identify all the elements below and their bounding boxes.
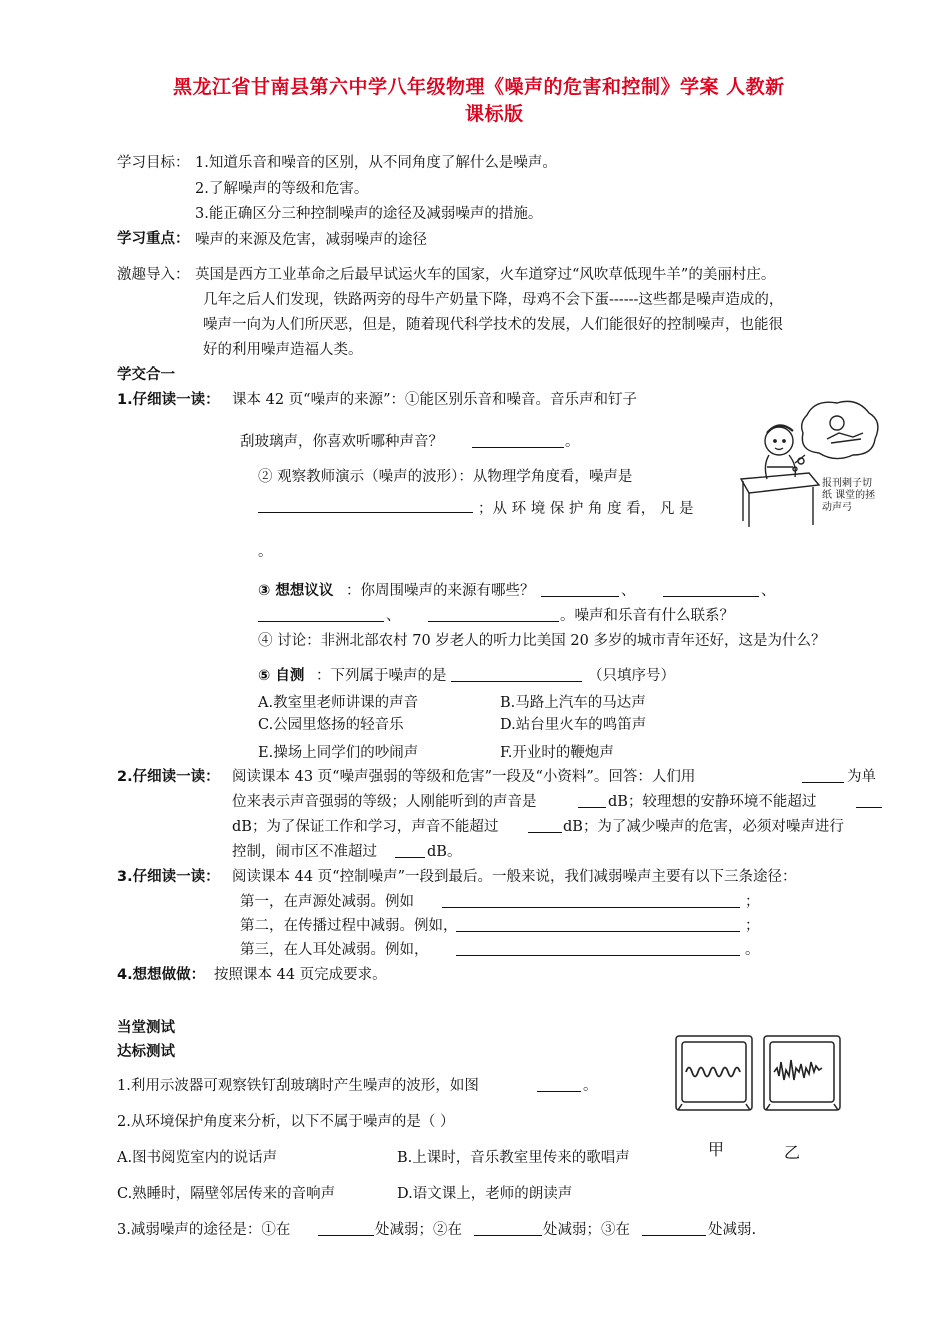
intro-line-3: 噪声一向为人们所厌恶，但是，随着现代科学技术的发展，人们能很好的控制噪声，也能很: [203, 317, 783, 333]
q5-hint: （只填序号）: [588, 668, 675, 684]
part2-blank-1[interactable]: [802, 766, 844, 783]
part2-line2: 位来表示声音强弱的等级；人刚能听到的声音是: [232, 794, 537, 810]
goal-item-2: 2.了解噪声的等级和危害。: [195, 181, 369, 197]
intro-line-2: 几年之后人们发现，铁路两旁的母牛产奶量下降，母鸡不会下蛋------这些都是噪声造成的，: [203, 292, 784, 308]
option-d: D.站台里火车的鸣笛声: [500, 717, 647, 733]
q3-text: ：你周围噪声的来源有哪些？: [346, 583, 535, 599]
key-text: 噪声的来源及危害，减弱噪声的途径: [195, 232, 427, 248]
q5-label: ⑤ 自测: [258, 668, 305, 684]
option-a: A.教室里老师讲课的声音: [258, 695, 419, 711]
q3-blank-1[interactable]: [541, 580, 619, 597]
q3-label: ③ 想想议议: [258, 583, 334, 599]
test-q3-a: 3.减弱噪声的途径是：①在: [117, 1222, 291, 1238]
part2-line1: 阅读课本 43 页“噪声强弱的等级和危害”一段及“小资料”。回答：人们用: [232, 769, 696, 785]
way-1-blank[interactable]: [442, 891, 740, 908]
test-option-d: D.语文课上，老师的朗读声: [397, 1186, 573, 1202]
figure-label-jia: 甲: [708, 1140, 725, 1159]
test-q3-c: 处减弱；③在: [543, 1222, 630, 1238]
way-2-blank[interactable]: [456, 915, 740, 932]
option-b: B.马路上汽车的马达声: [500, 695, 646, 711]
figure-label-yi: 乙: [784, 1143, 801, 1162]
q2-answer-blank[interactable]: [258, 496, 473, 513]
part2-line3-b: dB；为了减少噪声的危害，必须对噪声进行: [563, 819, 844, 835]
goal-item-3: 3.能正确区分三种控制噪声的途径及减弱噪声的措施。: [195, 206, 543, 222]
option-f: F.开业时的鞭炮声: [500, 745, 614, 761]
test-q3-blank-3[interactable]: [642, 1219, 706, 1236]
q3-blank-4[interactable]: [428, 605, 559, 622]
q3-end: 。噪声和乐音有什么联系？: [560, 608, 734, 624]
test-option-c: C.熟睡时，隔壁邻居传来的音响声: [117, 1186, 336, 1202]
key-label: 学习重点：: [117, 231, 190, 247]
q3-sep-3: 、: [386, 608, 401, 624]
part2-blank-2[interactable]: [578, 791, 606, 808]
way-2: 第二，在传播过程中减弱。例如，: [240, 918, 458, 934]
q3-blank-2[interactable]: [663, 580, 759, 597]
test-heading: 当堂测试: [117, 1020, 175, 1036]
part2-line2-b: dB；较理想的安静环境不能超过: [608, 794, 817, 810]
part4-label: 4.想想做做：: [117, 967, 206, 983]
q1-end: 。: [565, 434, 580, 450]
q1-label: 1.仔细读一读：: [117, 392, 220, 408]
part2-blank-4[interactable]: [528, 816, 562, 833]
q3-blank-3[interactable]: [258, 605, 384, 622]
goal-item-1: 1.知道乐音和噪音的区别，从不同角度了解什么是噪声。: [195, 155, 557, 171]
part4-text: 按照课本 44 页完成要求。: [214, 967, 387, 983]
part2-line4-end: dB。: [427, 844, 462, 860]
option-c: C.公园里悠扬的轻音乐: [258, 717, 404, 733]
intro-line-4: 好的利用噪声造福人类。: [203, 342, 363, 358]
test-option-b: B.上课时，音乐教室里传来的歌唱声: [397, 1150, 630, 1166]
goals-label: 学习目标：: [117, 155, 190, 171]
test-q1-blank[interactable]: [537, 1075, 581, 1092]
intro-label: 激趣导入：: [117, 267, 190, 283]
part3-label: 3.仔细读一读：: [117, 869, 220, 885]
q1-text2: 刮玻璃声，你喜欢听哪种声音？: [240, 434, 443, 450]
q5-answer-blank[interactable]: [451, 665, 582, 682]
q2-text-b: ；从 环 境 保 护 角 度 看， 凡 是: [478, 501, 694, 517]
test-q3-blank-1[interactable]: [318, 1219, 374, 1236]
q3-sep-1: 、: [621, 583, 636, 599]
part2-line3: dB；为了保证工作和学习，声音不能超过: [232, 819, 499, 835]
way-2-end: ；: [745, 918, 760, 934]
document-title-line1: 黑龙江省甘南县第六中学八年级物理《噪声的危害和控制》学案 人教新: [173, 76, 785, 98]
test-q3-b: 处减弱；②在: [375, 1222, 462, 1238]
q2-end: 。: [258, 544, 273, 560]
cartoon-illustration: [735, 395, 885, 535]
test-q2: 2.从环境保护角度来分析，以下不属于噪声的是（ ）: [117, 1114, 455, 1130]
q2-text: ② 观察教师演示（噪声的波形）：从物理学角度看，噪声是: [258, 469, 633, 485]
test-q1-end: 。: [583, 1078, 598, 1094]
q1-text: 课本 42 页“噪声的来源”：①能区别乐音和噪音。音乐声和钉子: [232, 392, 637, 408]
oscilloscope-figure: [672, 1030, 852, 1118]
test-q3-blank-2[interactable]: [474, 1219, 542, 1236]
document-title-line2: 课标版: [465, 103, 524, 125]
q5-text: ：下列属于噪声的是: [316, 668, 447, 684]
q3-sep-2: 、: [761, 583, 776, 599]
q1-answer-blank[interactable]: [472, 431, 564, 448]
way-1-end: ；: [745, 894, 760, 910]
section-heading: 学交合一: [117, 367, 175, 383]
test-q3-d: 处减弱.: [708, 1222, 757, 1238]
option-e: E.操场上同学们的吵闹声: [258, 745, 419, 761]
part2-label: 2.仔细读一读：: [117, 769, 220, 785]
part2-line4: 控制，闹市区不准超过: [232, 844, 377, 860]
test-subheading: 达标测试: [117, 1044, 175, 1060]
part2-blank-5[interactable]: [395, 841, 425, 858]
test-option-a: A.图书阅览室内的说话声: [117, 1150, 278, 1166]
part2-line1-end: 为单: [847, 769, 876, 785]
test-q1: 1.利用示波器可观察铁钉刮玻璃时产生噪声的波形，如图: [117, 1078, 479, 1094]
way-3-blank[interactable]: [456, 939, 740, 956]
q4-text: ④ 讨论：非洲北部农村 70 岁老人的听力比美国 20 多岁的城市青年还好，这是为什么？: [258, 633, 826, 649]
way-3-end: 。: [745, 942, 760, 958]
cartoon-caption: 报刊剌子切 纸 课堂的拯 动声弓: [822, 478, 876, 513]
way-3: 第三，在人耳处减弱。例如，: [240, 942, 429, 958]
part2-blank-3[interactable]: [856, 791, 882, 808]
part3-text: 阅读课本 44 页“控制噪声”一段到最后。一般来说，我们减弱噪声主要有以下三条途径：: [232, 869, 797, 885]
intro-line-1: 英国是西方工业革命之后最早试运火车的国家，火车道穿过“风吹草低现牛羊”的美丽村庄。: [195, 267, 776, 283]
way-1: 第一，在声源处减弱。例如: [240, 894, 414, 910]
